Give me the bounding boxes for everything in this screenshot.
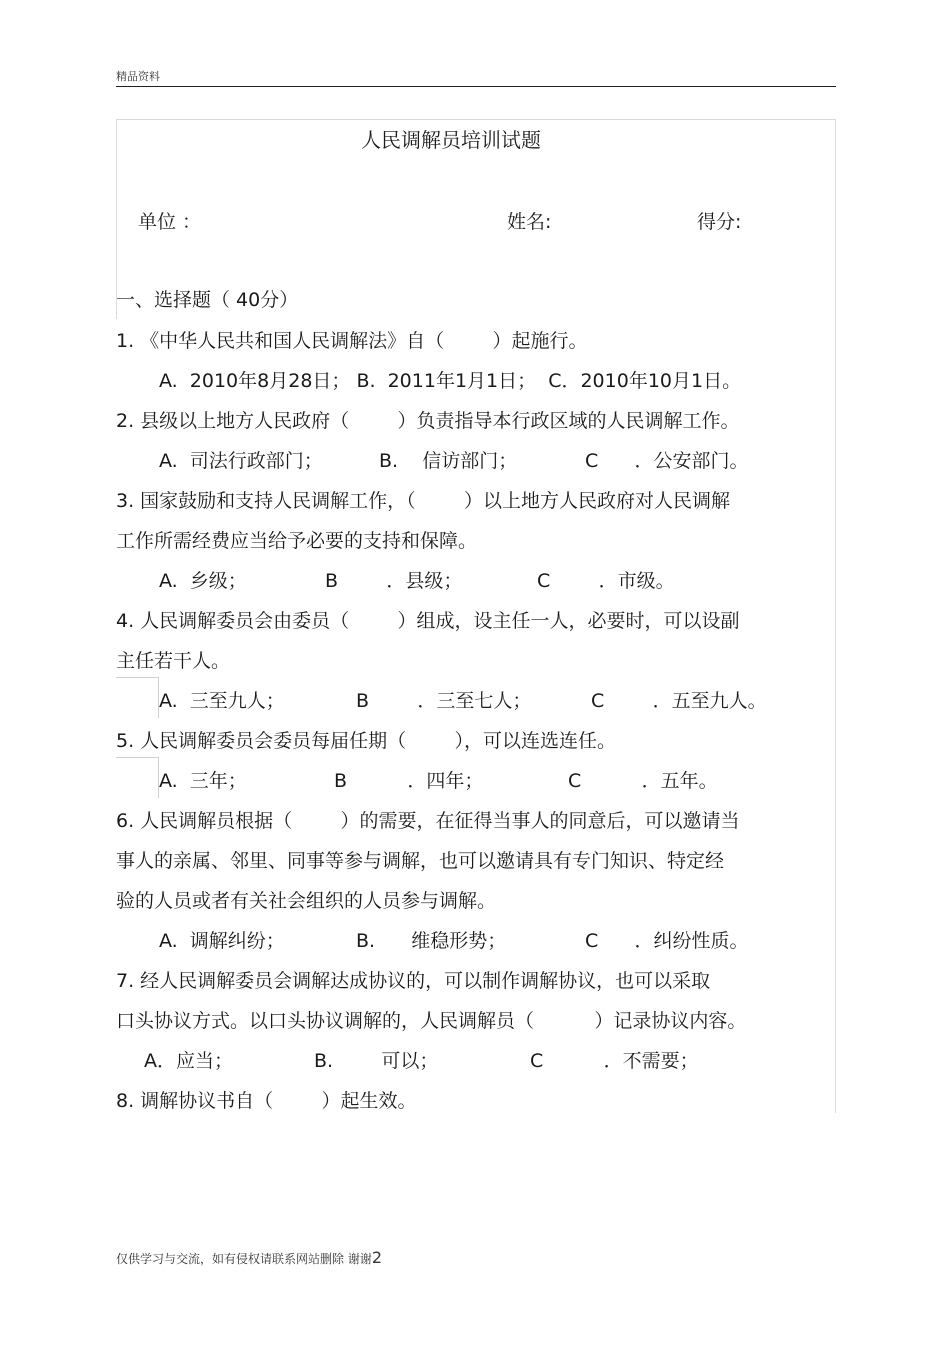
q6-stem-line-1: 6. 人民调解员根据（ ）的需要，在征得当事人的同意后，可以邀请当 (116, 810, 740, 832)
q5-option-box (116, 757, 159, 798)
q8-stem: 8. 调解协议书自（ ）起生效。 (116, 1090, 417, 1112)
q5-option-c: C ．五年。 (568, 770, 718, 792)
q4-stem-line-1: 4. 人民调解委员会由委员（ ）组成，设主任一人，必要时，可以设副 (116, 610, 740, 632)
q4-option-a: A. 三至九人； (159, 690, 285, 712)
frame-top-border (116, 119, 835, 120)
q2-option-c: C ．公安部门。 (585, 450, 749, 472)
q5-option-a: A. 三年； (159, 770, 247, 792)
q4-option-c: C ．五至九人。 (591, 690, 767, 712)
score-field-label: 得分: (697, 211, 742, 233)
q6-option-a: A. 调解纠纷； (159, 930, 285, 952)
header-rule (116, 86, 836, 87)
q3-option-c: C ．市级。 (537, 570, 675, 592)
q4-option-box (116, 677, 159, 718)
q2-option-b: B. 信访部门； (379, 450, 518, 472)
q1-options: A. 2010年8月28日； B. 2011年1月1日； C．2010年10月1日。 (159, 370, 742, 392)
page-footer (116, 1248, 382, 1267)
q4-stem-line-2: 主任若干人。 (116, 650, 231, 672)
section-heading: 一、选择题（ 40分） (116, 289, 299, 311)
q4-option-b: B ．三至七人； (356, 690, 532, 712)
footer-text: 仅供学习与交流，如有侵权请联系网站删除 谢谢 (116, 1252, 372, 1266)
q1-stem: 1. 《中华人民共和国人民调解法》自（ ）起施行。 (116, 330, 588, 352)
page-title: 人民调解员培训试题 (361, 128, 541, 152)
q3-option-a: A. 乡级； (159, 570, 247, 592)
q3-option-b: B ．县级； (325, 570, 463, 592)
q2-option-a: A. 司法行政部门； (159, 450, 323, 472)
q7-stem-line-1: 7. 经人民调解委员会调解达成协议的，可以制作调解协议，也可以采取 (116, 970, 711, 992)
q7-option-a: A．应当； (144, 1050, 233, 1072)
q3-stem-line-2: 工作所需经费应当给予必要的支持和保障。 (116, 530, 478, 552)
q3-stem-line-1: 3. 国家鼓励和支持人民调解工作，（ ）以上地方人民政府对人民调解 (116, 490, 730, 512)
q5-stem: 5. 人民调解委员会委员每届任期（ ），可以连选连任。 (116, 730, 616, 752)
frame-right-border (835, 119, 836, 1113)
q7-stem-line-2: 口头协议方式。以口头协议调解的，人民调解员（ ）记录协议内容。 (116, 1010, 747, 1032)
q2-stem: 2. 县级以上地方人民政府（ ）负责指导本行政区域的人民调解工作。 (116, 410, 740, 432)
q7-option-b: B. 可以； (314, 1050, 439, 1072)
q7-option-c: C ．不需要； (530, 1050, 699, 1072)
page-number: 2 (371, 1248, 383, 1267)
q6-stem-line-2: 事人的亲属、邻里、同事等参与调解，也可以邀请具有专门知识、特定经 (116, 850, 725, 872)
q6-option-c: C ．纠纷性质。 (585, 930, 749, 952)
q6-option-b: B. 维稳形势； (356, 930, 507, 952)
unit-field-label: 单位 ： (138, 211, 202, 233)
q5-option-b: B ．四年； (334, 770, 484, 792)
name-field-label: 姓名: (507, 211, 552, 233)
q6-stem-line-3: 验的人员或者有关社会组织的人员参与调解。 (116, 890, 497, 912)
page-header-label: 精品资料 (116, 70, 160, 83)
